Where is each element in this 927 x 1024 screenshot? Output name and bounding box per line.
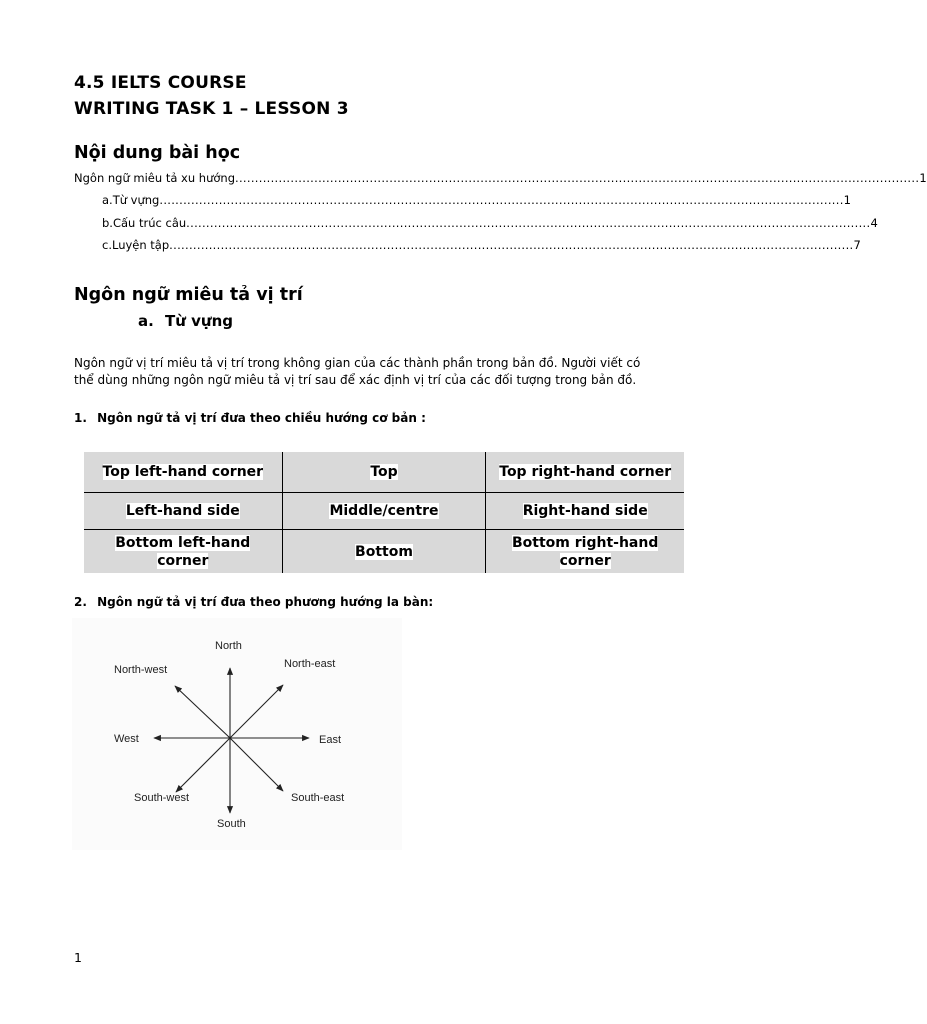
toc-page-number: 4 xyxy=(870,216,878,230)
toc-item-number: a. xyxy=(102,193,113,207)
arrow-north-east xyxy=(230,685,283,738)
label-east: East xyxy=(319,734,342,746)
intro-line-2: thể dùng những ngôn ngữ miêu tả vị trí sau để xác định vị trí của các đối tượng trong bản đồ. xyxy=(74,373,637,387)
page-number: 1 xyxy=(74,950,82,965)
table-cell: Bottom xyxy=(282,530,486,574)
table-cell: Left-hand side xyxy=(84,493,282,530)
question-text: Ngôn ngữ tả vị trí đưa theo chiều hướng cơ bản : xyxy=(97,411,426,425)
position-table xyxy=(84,452,684,573)
table-cell: Top xyxy=(282,452,486,493)
toc-leader: ............................................................................................................................................................................. xyxy=(235,171,920,185)
course-title: 4.5 IELTS COURSE xyxy=(74,73,247,93)
table-cell: Right-hand side xyxy=(486,493,684,530)
toc-page-number: 1 xyxy=(843,193,851,207)
table-cell: Middle/centre xyxy=(282,493,486,530)
arrow-north-west xyxy=(175,686,230,738)
question-number: 2. xyxy=(74,595,87,609)
toc-entry-main[interactable] xyxy=(74,171,927,185)
lesson-title: WRITING TASK 1 – LESSON 3 xyxy=(74,99,349,119)
toc-entry-c[interactable] xyxy=(102,238,861,252)
question-1 xyxy=(74,411,426,425)
arrow-south-west xyxy=(176,738,230,792)
table-row xyxy=(84,452,684,493)
question-number: 1. xyxy=(74,411,87,425)
label-south-west: South-west xyxy=(134,792,190,804)
subsection-number: a. xyxy=(138,312,154,330)
toc-entry-label: Luyện tập xyxy=(111,238,170,252)
table-cell: Bottom left-hand corner xyxy=(84,530,282,574)
section-heading: Ngôn ngữ miêu tả vị trí xyxy=(74,285,303,305)
label-north: North xyxy=(215,640,242,652)
toc-item-number: b. xyxy=(102,216,113,230)
toc-leader: ............................................................................................................................................................................. xyxy=(159,193,844,207)
label-south-east: South-east xyxy=(291,792,345,804)
label-west: West xyxy=(114,733,139,745)
toc-entry-a[interactable] xyxy=(102,193,851,207)
toc-heading: Nội dung bài học xyxy=(74,143,241,163)
toc-entry-label: Từ vựng xyxy=(112,193,160,207)
toc-page-number: 1 xyxy=(919,171,927,185)
toc-leader: ............................................................................................................................................................................. xyxy=(169,238,854,252)
toc-entry-label: Ngôn ngữ miêu tả xu hướng xyxy=(74,171,235,185)
toc-entry-b[interactable] xyxy=(102,216,878,230)
toc-item-number: c. xyxy=(102,238,112,252)
intro-line-1: Ngôn ngữ vị trí miêu tả vị trí trong không gian của các thành phần trong bản đồ. Người viết có xyxy=(74,356,641,370)
table-cell: Top left-hand corner xyxy=(84,452,282,493)
toc-leader: ............................................................................................................................................................................. xyxy=(186,216,871,230)
question-text: Ngôn ngữ tả vị trí đưa theo phương hướng la bàn: xyxy=(97,595,434,609)
label-north-west: North-west xyxy=(114,664,168,676)
intro-paragraph xyxy=(74,355,704,389)
compass-diagram xyxy=(72,618,402,850)
arrow-south-east xyxy=(230,738,283,791)
subsection-title: Từ vựng xyxy=(165,312,234,330)
table-cell: Top right-hand corner xyxy=(486,452,684,493)
label-north-east: North-east xyxy=(284,658,336,670)
compass-figure xyxy=(72,618,402,850)
toc-entry-label: Cấu trúc câu xyxy=(112,216,187,230)
question-2 xyxy=(74,595,433,609)
table-row xyxy=(84,493,684,530)
table-cell: Bottom right-hand corner xyxy=(486,530,684,574)
label-south: South xyxy=(217,818,246,830)
table-row xyxy=(84,530,684,574)
toc-page-number: 7 xyxy=(853,238,861,252)
